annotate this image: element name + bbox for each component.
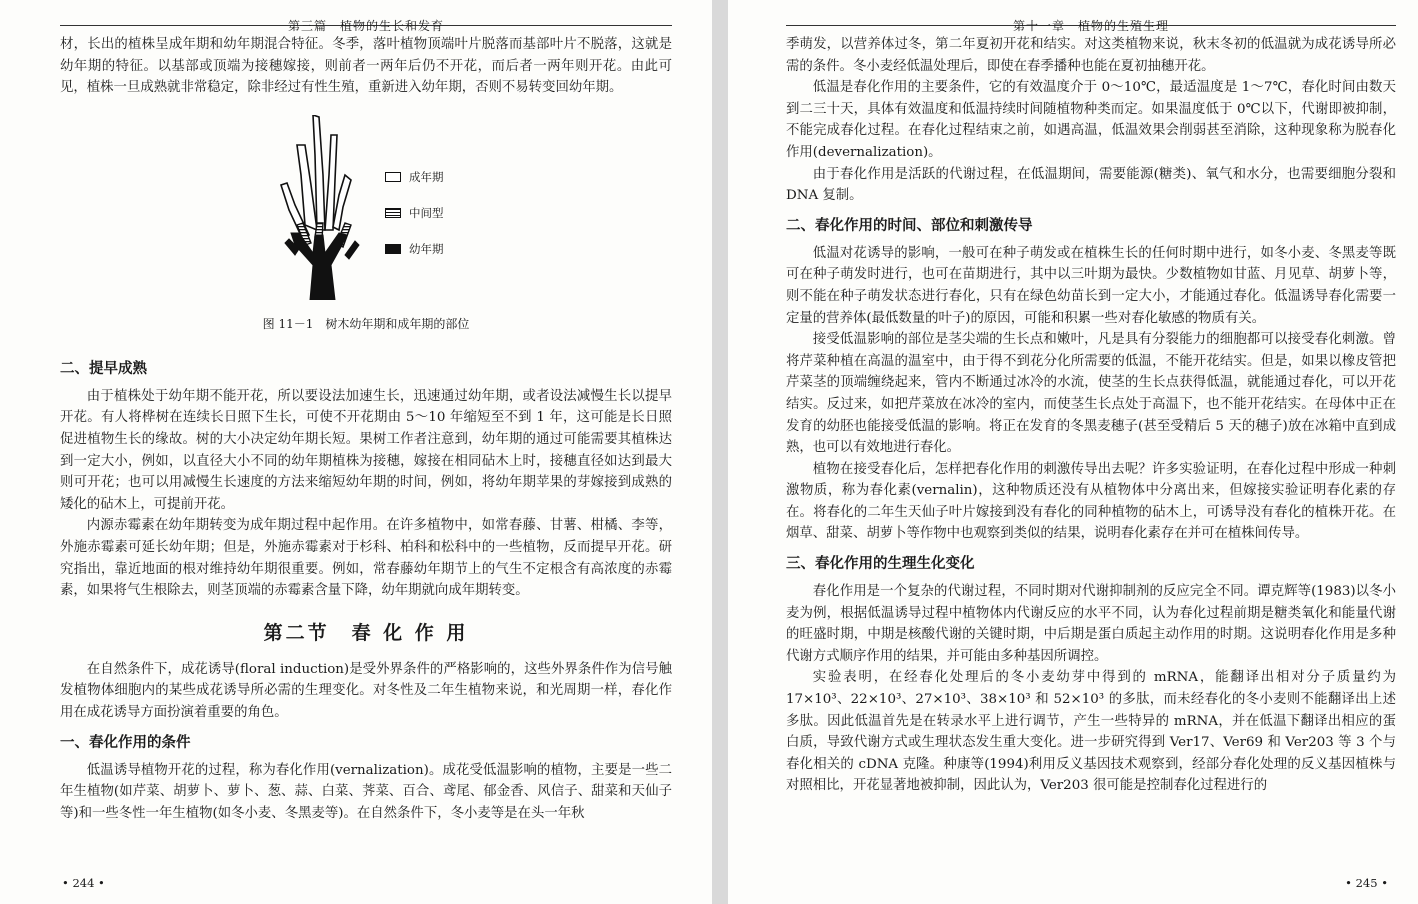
- paragraph: 实验表明，在经春化处理后的冬小麦幼芽中得到的 mRNA，能翻译出相对分子质量约为 17×10³、22×10³、27×10³、38×10³ 和 52×10³ 的多肽，而未经春化的冬小麦则不能翻译出上述多肽。因此低温首先是在转录水平上进行调节，产生一些特异的 mRNA，并在低温下翻译出相应的蛋白质，导致代谢方式或生理状态发生重大变化。进一步研究得到 Ver17、Ver69 和 Ver203 等 3 个与春化相关的 cDNA 克隆。种康等(1994)利用反义基因技术观察到，经部分春化处理的反义基因植株与对照相比，开花显著地被抑制，因此认为，Ver203 很可能是控制春化过程进行的: [786, 670, 1396, 794]
- paragraph: 低温诱导植物开花的过程，称为春化作用(vernalization)。成花受低温影响的植物，主要是一些二年生植物(如芹菜、胡萝卜、萝卜、葱、蒜、白菜、荠菜、百合、鸢尾、郁金香、风信子、甜菜和天仙子等)和一些冬性一年生植物(如冬小麦、冬黑麦等)。在自然条件下，冬小麦等是在头一年秋: [60, 762, 672, 821]
- tree-diagram-illustration: [275, 115, 375, 300]
- legend-label: 幼年期: [409, 241, 444, 256]
- paragraph: 低温是春化作用的主要条件，它的有效温度介于 0～10℃，最适温度是 1～7℃，春化时间由数天到二三十天，具体有效温度和低温持续时间随植物种类而定。如果温度低于 0℃以下，代谢即被抑制，不能完成春化过程。在春化过程结束之前，如遇高温，低温效果会削弱甚至消除，这种现象称为脱春化作用(devernalization)。: [786, 80, 1396, 160]
- heading-conditions: 一、春化作用的条件: [60, 734, 191, 751]
- heading-early-maturity: 二、提早成熟: [60, 360, 147, 377]
- section-title-vernalization: 第二节 春 化 作 用: [263, 621, 469, 644]
- paragraph: 季萌发，以营养体过冬，第二年夏初开花和结实。对这类植物来说，秋末冬初的低温就为成花诱导所必需的条件。冬小麦经低温处理后，即使在春季播种也能在夏初抽穗开花。: [786, 37, 1396, 74]
- striped-box-icon: [385, 208, 401, 218]
- paragraph: 材，长出的植株呈成年期和幼年期混合特征。冬季，落叶植物顶端叶片脱落而基部叶片不脱落，这就是幼年期的特征。以基部或顶端为接穗嫁接，则前者一两年后仍不开花，而后者一两年则开花。由此可见，植株一旦成熟就非常稳定，除非经过有性生殖，重新进入幼年期，否则不易转变回幼年期。: [60, 37, 672, 96]
- heading-physiological-changes: 三、春化作用的生理生化变化: [786, 556, 975, 573]
- paragraph: 春化作用是一个复杂的代谢过程，不同时期对代谢抑制剂的反应完全不同。谭克辉等(1983)以冬小麦为例，根据低温诱导过程中植物体内代谢反应的水平不同，认为春化过程前期是糖类氧化和能量代谢的旺盛时期，中期是核酸代谢的关键时期，中后期是蛋白质起主动作用的时期。这说明春化作用是多种代谢方式顺序作用的结果，并可能由多种基因所调控。: [786, 584, 1396, 664]
- page-number-right: • 245 •: [1345, 876, 1388, 890]
- running-head-right: 第十一章 植物的生殖生理: [786, 0, 1396, 26]
- paragraph: 内源赤霉素在幼年期转变为成年期过程中起作用。在许多植物中，如常春藤、甘薯、柑橘、李等，外施赤霉素可延长幼年期；但是，外施赤霉素对于杉科、柏科和松科中的一些植物，反而提早开花。研究指出，靠近地面的根对维持幼年期很重要。例如，常春藤幼年期节上的气生不定根含有高浓度的赤霉素，如果将气生根除去，则茎顶端的赤霉素含量下降，幼年期就向成年期转变。: [60, 518, 672, 599]
- figure-legend: [385, 159, 444, 267]
- paragraph: 低温对花诱导的影响，一般可在种子萌发或在植株生长的任何时期中进行，如冬小麦、冬黑麦等既可在种子萌发时进行，也可在苗期进行，其中以三叶期为最快。少数植物如甘蓝、月见草、胡萝卜等，则不能在种子萌发状态进行春化，只有在绿色幼苗长到一定大小，才能通过春化。低温诱导春化需要一定量的营养体(最低数量的叶子)的原因，可能和积累一些对春化敏感的物质有关。: [786, 245, 1396, 326]
- open-box-icon: [385, 172, 401, 182]
- heading-time-site-transmission: 二、春化作用的时间、部位和刺激传导: [786, 217, 1033, 234]
- page-number-left: • 244 •: [62, 876, 105, 890]
- figure-caption: 图 11－1 树木幼年期和成年期的部位: [262, 316, 470, 331]
- paragraph: 植物在接受春化后，怎样把春化作用的刺激传导出去呢？许多实验证明，在春化过程中形成一种刺激物质，称为春化素(vernalin)，这种物质还没有从植物体中分离出来，但嫁接实验证明春化素的存在。将春化的二年生天仙子叶片嫁接到没有春化的同种植物的砧木上，可诱导没有春化的植株开花。在烟草、甜菜、胡萝卜等作物中也观察到类似的结果，说明春化素存在并可在植株间传导。: [786, 461, 1396, 542]
- running-head-left: 第三篇 植物的生长和发育: [60, 0, 672, 26]
- solid-box-icon: [385, 244, 401, 254]
- right-content: [786, 34, 1396, 797]
- paragraph: 由于植株处于幼年期不能开花，所以要设法加速生长，迅速通过幼年期，或者设法减慢生长以提早开花。有人将桦树在连续长日照下生长，可使不开花期由 5～10 年缩短至不到 1 年，这可能是长日照促进植物生长的缘故。树的大小决定幼年期长短。果树工作者注意到，幼年期的通过可能需要其植株达到一定大小，例如，以直径大小不同的幼年期植株为接穗，嫁接在相同砧木上时，接穗直径如达到最大则可开花；也可以用减慢生长速度的方法来缩短幼年期的时间，例如，将幼年期苹果的芽嫁接到成熟的矮化的砧木上，可提前开花。: [60, 388, 672, 512]
- legend-label: 中间型: [409, 205, 444, 220]
- paragraph: 在自然条件下，成花诱导(floral induction)是受外界条件的严格影响的，这些外界条件作为信号触发植物体细胞内的某些成花诱导所必需的生理变化。对冬性及二年生植物来说，和光周期一样，春化作用在成花诱导方面扮演着重要的角色。: [60, 661, 672, 720]
- tree-figure: [60, 105, 672, 350]
- paragraph: 由于春化作用是活跃的代谢过程，在低温期间，需要能源(糖类)、氧气和水分，也需要细胞分裂和 DNA 复制。: [786, 166, 1396, 204]
- paragraph: 接受低温影响的部位是茎尖端的生长点和嫩叶，凡是具有分裂能力的细胞都可以接受春化刺激。曾将芹菜种植在高温的温室中，由于得不到花分化所需要的低温，不能开花结实。但是，如果以橡皮管把芹菜茎的顶端缠绕起来，管内不断通过冰冷的水流，使茎的生长点获得低温，就能通过春化，可以开花结实。反过来，如把芹菜放在冰冷的室内，而使茎生长点处于高温下，也不能开花结实。在母体中正在发育的幼胚也能接受低温的影响。将正在发育的冬黑麦穗子(甚至受精后 5 天的穗子)放在冰箱中直到成熟，也可以有效地进行春化。: [786, 332, 1396, 456]
- legend-juvenile: [385, 231, 444, 267]
- legend-intermediate: [385, 195, 444, 231]
- book-gutter: [712, 0, 728, 904]
- right-page: [728, 0, 1418, 904]
- left-content: [60, 34, 672, 824]
- legend-adult: [385, 159, 444, 195]
- legend-label: 成年期: [409, 169, 444, 184]
